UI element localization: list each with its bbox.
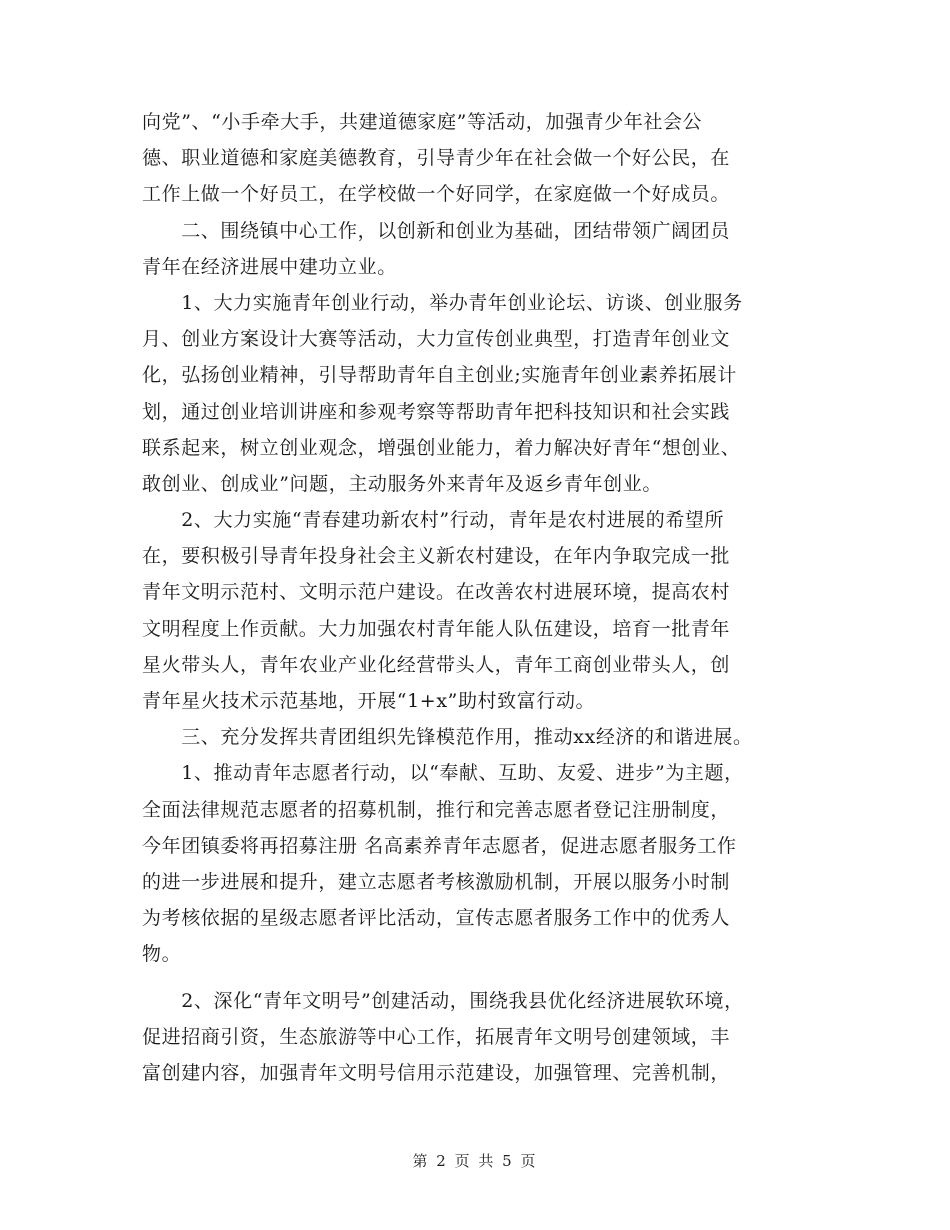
text-line: 富创建内容，加强青年文明号信用示范建设，加强管理、完善机制，: [142, 1061, 731, 1084]
text-line: 星火带头人，青年农业产业化经营带头人，青年工商创业带头人，创: [142, 653, 731, 676]
text-line: 划，通过创业培训讲座和参观考察等帮助青年把科技知识和社会实践: [142, 400, 731, 423]
paragraph-gap: [142, 973, 822, 983]
text-line: 2、深化“青年文明号”创建活动，围绕我县优化经济进展软环境，: [142, 989, 744, 1012]
text-line: 联系起来，树立创业观念，增强创业能力，着力解决好青年“想创业、: [142, 436, 741, 459]
text-line: 为考核依据的星级志愿者评比活动，宣传志愿者服务工作中的优秀人: [142, 907, 731, 930]
text-line: 文明程度上作贡献。大力加强农村青年能人队伍建设，培育一批青年: [142, 617, 731, 640]
text-line: 青年星火技术示范基地，开展“1+x”助村致富行动。: [142, 690, 596, 712]
text-line: 1、大力实施青年创业行动，举办青年创业论坛、访谈、创业服务: [142, 291, 743, 314]
text-line: 物。: [142, 943, 182, 966]
text-line: 在，要积极引导青年投身社会主义新农村建设，在年内争取完成一批: [142, 545, 731, 568]
page-number-footer: 第 2 页 共 5 页: [412, 1152, 538, 1170]
text-line: 今年团镇委将再招募注册 名高素养青年志愿者，促进志愿者服务工作: [142, 834, 737, 857]
section-heading-line: 二、围绕镇中心工作，以创新和创业为基础，团结带领广阔团员: [142, 219, 731, 242]
text-line: 1、推动青年志愿者行动，以“奉献、互助、友爱、进步”为主题，: [142, 762, 744, 785]
text-line: 敢创业、创成业”问题，主动服务外来青年及返乡青年创业。: [142, 472, 662, 495]
text-line: 全面法律规范志愿者的招募机制，推行和完善志愿者登记注册制度，: [142, 798, 731, 821]
section-heading-line: 三、充分发挥共青团组织先锋模范作用，推动xx经济的和谐进展。: [142, 726, 753, 749]
document-body: [142, 104, 822, 1091]
text-line: 工作上做一个好员工，在学校做一个好同学，在家庭做一个好成员。: [142, 183, 731, 206]
section-heading-line: 青年在经济进展中建功立业。: [142, 255, 397, 278]
text-line: 德、职业道德和家庭美德教育，引导青少年在社会做一个好公民，在: [142, 147, 731, 170]
text-line: 的进一步进展和提升，建立志愿者考核激励机制，开展以服务小时制: [142, 870, 731, 893]
text-line: 化，弘扬创业精神，引导帮助青年自主创业;实施青年创业素养拓展计: [142, 364, 738, 387]
text-line: 青年文明示范村、文明示范户建设。在改善农村进展环境，提高农村: [142, 581, 731, 604]
text-line: 促进招商引资，生态旅游等中心工作，拓展青年文明号创建领域，丰: [142, 1025, 731, 1048]
text-line: 月、创业方案设计大赛等活动，大力宣传创业典型，打造青年创业文: [142, 328, 731, 351]
text-line: 向党”、“小手牵大手，共建道德家庭”等活动，加强青少年社会公: [142, 111, 703, 133]
text-line: 2、大力实施“青春建功新农村”行动，青年是农村进展的希望所: [142, 509, 725, 532]
